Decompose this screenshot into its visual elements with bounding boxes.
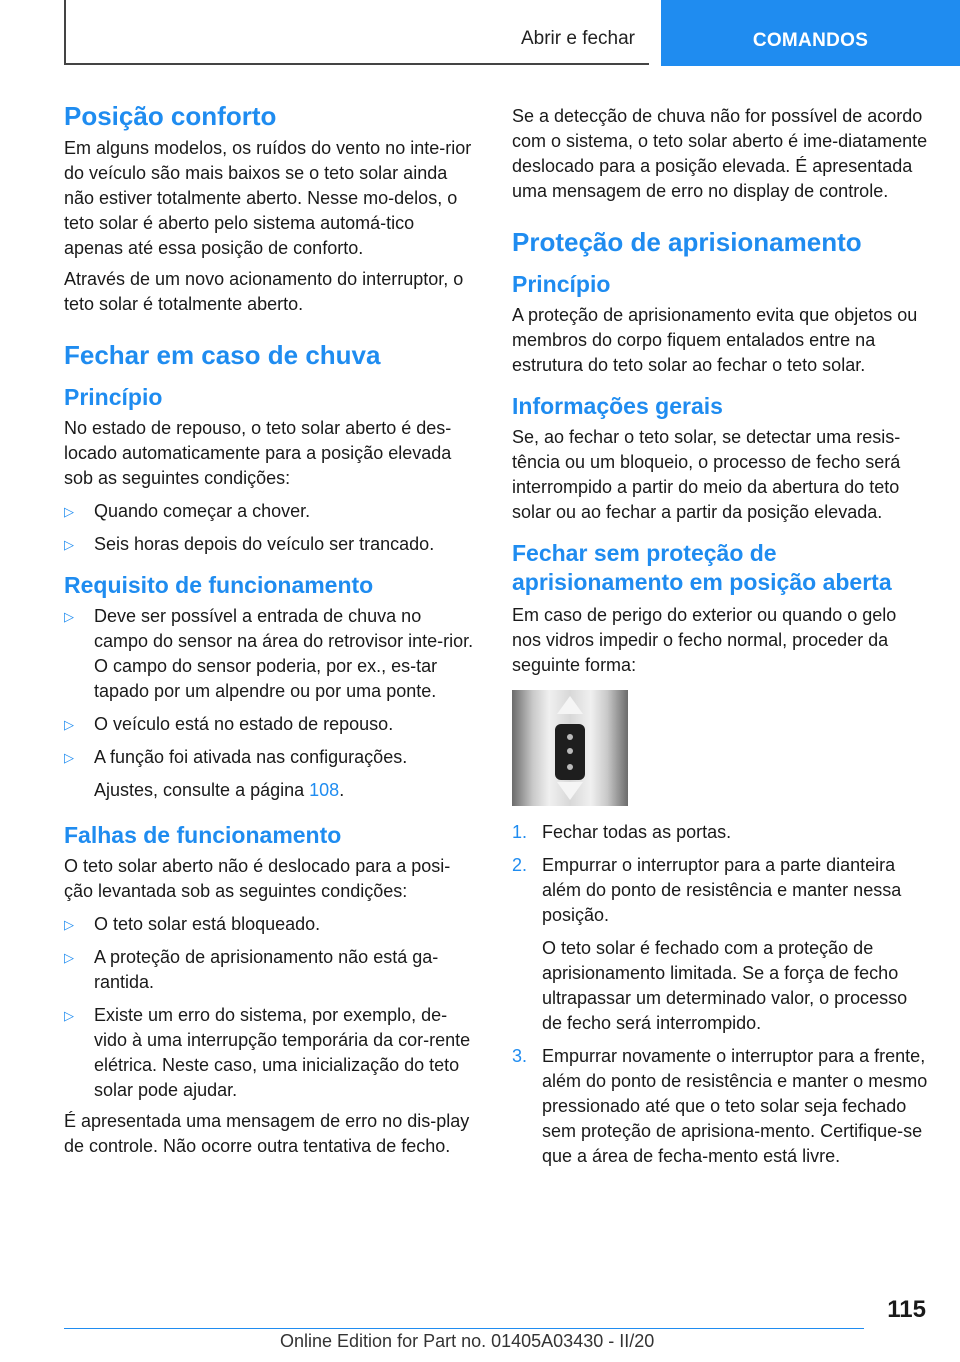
heading-principio-protecao: Princípio xyxy=(512,271,611,297)
list-item-text: O teto solar está bloqueado. xyxy=(94,914,321,934)
ajustes-period: . xyxy=(339,780,345,800)
paragraph-principio-protecao: A proteção de aprisionamento evita que objetos ou membros do corpo fiquem entalados entre na estrutura do teto solar ao fechar o teto solar. xyxy=(512,305,918,375)
header-chapter-label: COMANDOS xyxy=(752,30,869,51)
list-item xyxy=(64,499,476,524)
right-column xyxy=(512,104,928,1169)
steps-list xyxy=(512,820,928,928)
heading-fechar-sem-protecao: Fechar sem proteção de aprisionamento em posição aberta xyxy=(512,540,892,595)
heading-posicao-conforto: Posição conforto xyxy=(64,101,277,131)
step-number: 1. xyxy=(512,822,528,842)
list-item-text: A proteção de aprisionamento não está ga-rantida. xyxy=(94,947,439,992)
list-item xyxy=(64,945,476,995)
footer-divider xyxy=(64,1328,864,1329)
list-condicoes xyxy=(64,499,476,557)
heading-requisito: Requisito de funcionamento xyxy=(64,572,374,598)
paragraph-ajustes xyxy=(64,778,476,803)
list-item-text: Quando começar a chover. xyxy=(94,501,311,521)
paragraph-deteccao-chuva: Se a detecção de chuva não for possível de acordo com o sistema, o teto solar aberto é ime-diatamente deslocado para a posição elevada. É apresentada uma mensagem de erro no display de controle. xyxy=(512,106,928,201)
bullet-triangle-icon: ▷ xyxy=(64,717,74,732)
heading-protecao: Proteção de aprisionamento xyxy=(512,227,862,257)
roof-switch-photo xyxy=(512,690,628,806)
steps-list-continued xyxy=(512,1044,928,1169)
bullet-triangle-icon: ▷ xyxy=(64,750,74,765)
heading-falhas: Falhas de funcionamento xyxy=(64,822,342,848)
paragraph-perigo: Em caso de perigo do exterior ou quando o gelo nos vidros impedir o fecho normal, proceder da seguinte forma: xyxy=(512,605,897,675)
list-item xyxy=(64,604,476,704)
step-number: 2. xyxy=(512,855,528,875)
list-item-text: Seis horas depois do veículo ser trancado. xyxy=(94,534,435,554)
arrow-down-icon xyxy=(557,782,583,800)
step-item xyxy=(512,820,928,845)
heading-principio-chuva: Princípio xyxy=(64,384,163,410)
paragraph-posicao-1: Em alguns modelos, os ruídos do vento no inte-rior do veículo são mais baixos se o teto solar ainda não estiver totalmente aberto. Nesse mo-delos, o teto solar é aberto pelo sistema automá-tico apenas até essa posição de conforto. xyxy=(64,138,472,258)
step-item xyxy=(512,853,928,928)
paragraph-principio-chuva: No estado de repouso, o teto solar aberto é des-locado automaticamente para a posição elevada sob as seguintes condições: xyxy=(64,418,452,488)
list-requisitos xyxy=(64,604,476,770)
switch-dot-icon xyxy=(567,748,573,754)
arrow-up-icon xyxy=(557,696,583,714)
page-number: 115 xyxy=(887,1296,926,1323)
switch-dot-icon xyxy=(567,734,573,740)
bullet-triangle-icon: ▷ xyxy=(64,917,74,932)
list-item-text: A função foi ativada nas configurações. xyxy=(94,747,408,767)
list-item xyxy=(64,532,476,557)
footer-edition: Online Edition for Part no. 01405A03430 - II/20 xyxy=(280,1331,655,1351)
paragraph-mensagem-erro: É apresentada uma mensagem de erro no dis-play de controle. Não ocorre outra tentativa de fecho. xyxy=(64,1111,470,1156)
ajustes-text: Ajustes, consulte a página xyxy=(94,780,310,800)
paragraph-informacoes: Se, ao fechar o teto solar, se detectar uma resis-tência ou um bloqueio, o processo de fecho será interrompido a partir do meio da abertura do teto solar ou ao fechar a partir da posição elevada. xyxy=(512,427,901,522)
paragraph-falhas: O teto solar aberto não é deslocado para a posi-ção levantada sob as seguintes condições: xyxy=(64,856,451,901)
list-item xyxy=(64,912,476,937)
step-item xyxy=(512,1044,928,1169)
list-item xyxy=(64,745,476,770)
paragraph-step2-note: O teto solar é fechado com a proteção de aprisionamento limitada. Se a força de fecho ultrapassar um determinado valor, o processo de fecho será interrompido. xyxy=(542,938,908,1033)
header-divider-vertical xyxy=(64,0,66,64)
bullet-triangle-icon: ▷ xyxy=(64,504,74,519)
switch-dot-icon xyxy=(567,764,573,770)
step-text: Empurrar o interruptor para a parte dianteira além do ponto de resistência e manter nessa posição. xyxy=(542,855,902,925)
list-item-text: Deve ser possível a entrada de chuva no campo do sensor na área do retrovisor inte-rior. O campo do sensor poderia, por ex., es-tar tapado por um alpendre ou por uma ponte. xyxy=(94,606,474,701)
bullet-triangle-icon: ▷ xyxy=(64,537,74,552)
list-item-text: O veículo está no estado de repouso. xyxy=(94,714,394,734)
header-chapter-tab xyxy=(661,0,960,66)
list-item-text: Existe um erro do sistema, por exemplo, de-vido à uma interrupção temporária da cor-rente elétrica. Neste caso, uma inicialização do teto solar pode ajudar. xyxy=(94,1005,471,1100)
step-text: Empurrar novamente o interruptor para a frente, além do ponto de resistência e manter o mesmo pressionado até que o teto solar seja fechado sem proteção de aprisiona-mento. Certifique-se que a área de fecha-mento está livre. xyxy=(542,1046,928,1166)
header-divider-horizontal xyxy=(64,63,649,65)
bullet-triangle-icon: ▷ xyxy=(64,950,74,965)
list-item xyxy=(64,1003,476,1103)
heading-informacoes: Informações gerais xyxy=(512,393,723,419)
page-reference-link[interactable]: 108 xyxy=(309,780,340,800)
left-column xyxy=(64,100,476,1159)
list-item xyxy=(64,712,476,737)
paragraph-posicao-2: Através de um novo acionamento do interruptor, o teto solar é totalmente aberto. xyxy=(64,269,464,314)
heading-fechar-chuva: Fechar em caso de chuva xyxy=(64,340,381,370)
list-falhas xyxy=(64,912,476,1103)
bullet-triangle-icon: ▷ xyxy=(64,1008,74,1023)
header-section-title: Abrir e fechar xyxy=(520,28,635,49)
bullet-triangle-icon: ▷ xyxy=(64,609,74,624)
step-text: Fechar todas as portas. xyxy=(542,822,732,842)
step-number: 3. xyxy=(512,1046,528,1066)
